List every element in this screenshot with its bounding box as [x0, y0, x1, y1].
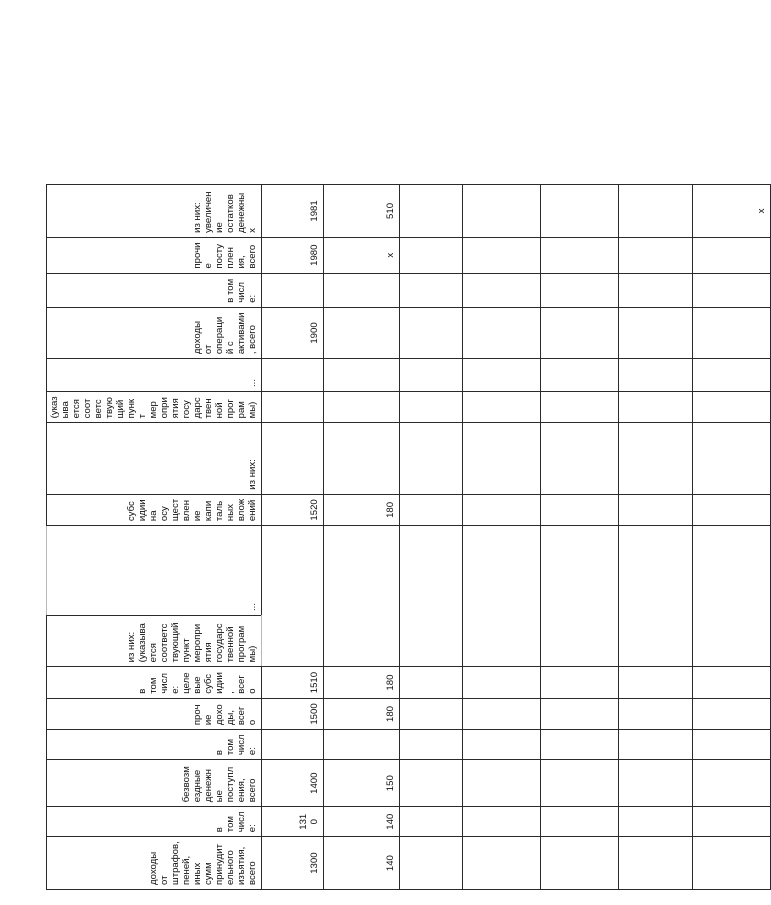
- table-cell: [400, 730, 463, 760]
- table-cell: [400, 667, 463, 698]
- row-amount-2: [463, 185, 541, 890]
- table-cell: [463, 185, 541, 238]
- table-cell: безвозмездные денежные поступления, всего: [47, 760, 262, 807]
- table-cell: 1980: [262, 237, 324, 273]
- table-cell: [693, 391, 771, 422]
- table-cell: [619, 730, 693, 760]
- table-cell: 1310: [262, 807, 324, 837]
- row-amount-3: [541, 185, 619, 890]
- table-cell: 1520: [262, 494, 324, 525]
- table-cell: [400, 760, 463, 807]
- table-cell: [619, 698, 693, 729]
- table-cell: [324, 273, 400, 307]
- table-cell: [400, 185, 463, 238]
- table-cell: [463, 307, 541, 358]
- table-cell: [262, 730, 324, 760]
- table-cell: [541, 237, 619, 273]
- table-cell: доходы от штрафов, пеней, иных сумм принудительного изъятия, всего: [47, 837, 262, 890]
- row-classification-code: [324, 185, 400, 890]
- table-cell: [619, 307, 693, 358]
- table-cell: [400, 526, 463, 667]
- table-cell: [541, 185, 619, 238]
- table-cell: [619, 837, 693, 890]
- table-cell: [541, 698, 619, 729]
- row-amount-5: [693, 185, 771, 890]
- table-cell: [463, 359, 541, 392]
- table-cell: [693, 273, 771, 307]
- table-cell: [619, 526, 693, 667]
- table-cell: 150: [324, 760, 400, 807]
- table-cell: [693, 730, 771, 760]
- table-cell: 140: [324, 837, 400, 890]
- table-cell: [463, 667, 541, 698]
- table-cell: [619, 807, 693, 837]
- table-cell: из них:: [47, 423, 262, 494]
- table-cell: [541, 307, 619, 358]
- table-cell: [541, 667, 619, 698]
- table-cell: 180: [324, 698, 400, 729]
- table-cell: [693, 359, 771, 392]
- table-cell: 140: [324, 807, 400, 837]
- table-cell: прочие доходы, всего: [47, 698, 262, 729]
- table-cell: [400, 273, 463, 307]
- table-cell: 180: [324, 667, 400, 698]
- table-cell: в том числе:: [47, 273, 262, 307]
- table-cell: субсидии на осуществление капитальных вложений: [47, 494, 262, 525]
- table-cell: доходы от операций с активами, всего: [47, 307, 262, 358]
- table-cell: [400, 494, 463, 525]
- table-cell: [619, 391, 693, 422]
- table-cell: [619, 237, 693, 273]
- table-cell: [693, 667, 771, 698]
- table-cell: [463, 730, 541, 760]
- table-cell: [324, 730, 400, 760]
- table-cell: [541, 359, 619, 392]
- financial-plan-table: [46, 184, 771, 890]
- table-cell: [324, 359, 400, 392]
- table-cell: [693, 837, 771, 890]
- table-cell: [463, 698, 541, 729]
- row-amount-4: [619, 185, 693, 890]
- table-cell: 1400: [262, 760, 324, 807]
- plan-table-page: [46, 184, 767, 890]
- table-cell: [324, 307, 400, 358]
- table-cell: [693, 526, 771, 667]
- table-cell: [693, 698, 771, 729]
- table-cell: [262, 526, 324, 667]
- table-cell: [400, 237, 463, 273]
- table-cell: [619, 760, 693, 807]
- table-cell: прочие поступления, всего: [47, 237, 262, 273]
- table-cell: [693, 494, 771, 525]
- table-cell: x: [693, 185, 771, 238]
- table-cell: [262, 359, 324, 392]
- table-cell: [693, 307, 771, 358]
- table-cell: 1900: [262, 307, 324, 358]
- table-cell: [693, 237, 771, 273]
- table-cell: [262, 423, 324, 494]
- table-cell: [400, 359, 463, 392]
- table-cell: [619, 359, 693, 392]
- table-cell: 510: [324, 185, 400, 238]
- table-cell: [541, 423, 619, 494]
- table-cell: 1981: [262, 185, 324, 238]
- table-cell: [400, 807, 463, 837]
- table-cell: [541, 391, 619, 422]
- table-cell: [324, 423, 400, 494]
- table-cell: [463, 837, 541, 890]
- table-cell: 180: [324, 494, 400, 525]
- table-cell: [541, 273, 619, 307]
- table-cell: [400, 391, 463, 422]
- table-cell: [693, 423, 771, 494]
- table-cell: [400, 698, 463, 729]
- table-cell: [619, 185, 693, 238]
- table-cell: 1510: [262, 667, 324, 698]
- table-cell: [463, 273, 541, 307]
- table-cell: [463, 526, 541, 667]
- table-cell: [693, 760, 771, 807]
- table-cell: [463, 494, 541, 525]
- table-cell: [541, 526, 619, 667]
- table-cell: [463, 391, 541, 422]
- table-cell: из них: (указывается соответствующий пункт мероприятия государственной программы): [47, 616, 262, 667]
- table-cell: [541, 494, 619, 525]
- table-cell: [400, 307, 463, 358]
- table-cell: [463, 760, 541, 807]
- table-cell: [541, 730, 619, 760]
- table-cell: [541, 807, 619, 837]
- table-cell: ...: [47, 526, 262, 616]
- row-line-code: [262, 185, 324, 890]
- table-cell: 1500: [262, 698, 324, 729]
- table-cell: [619, 273, 693, 307]
- table-cell: [463, 423, 541, 494]
- row-amount-1: [400, 185, 463, 890]
- table-cell: [619, 494, 693, 525]
- table-cell: [541, 837, 619, 890]
- row-indicator-name: [47, 185, 262, 890]
- rotated-table-container: [46, 184, 767, 890]
- table-cell: [262, 391, 324, 422]
- table-cell: в том числе:: [47, 730, 262, 760]
- table-cell: [463, 237, 541, 273]
- table-cell: [324, 391, 400, 422]
- table-cell: x: [324, 237, 400, 273]
- table-cell: [400, 837, 463, 890]
- table-cell: [619, 423, 693, 494]
- table-cell: [262, 273, 324, 307]
- table-cell: в том числе: целевые субсидии, всего: [47, 667, 262, 698]
- table-cell: [619, 667, 693, 698]
- table-cell: [463, 807, 541, 837]
- table-cell: [541, 760, 619, 807]
- table-cell: (указывается соответствующий пункт мероприятия государственной программы): [47, 391, 262, 422]
- table-cell: ...: [47, 359, 262, 392]
- table-cell: из них: увеличение остатков денежных: [47, 185, 262, 238]
- table-cell: [400, 423, 463, 494]
- table-cell: 1300: [262, 837, 324, 890]
- table-cell: в том числе:: [47, 807, 262, 837]
- table-cell: [324, 526, 400, 667]
- table-cell: [693, 807, 771, 837]
